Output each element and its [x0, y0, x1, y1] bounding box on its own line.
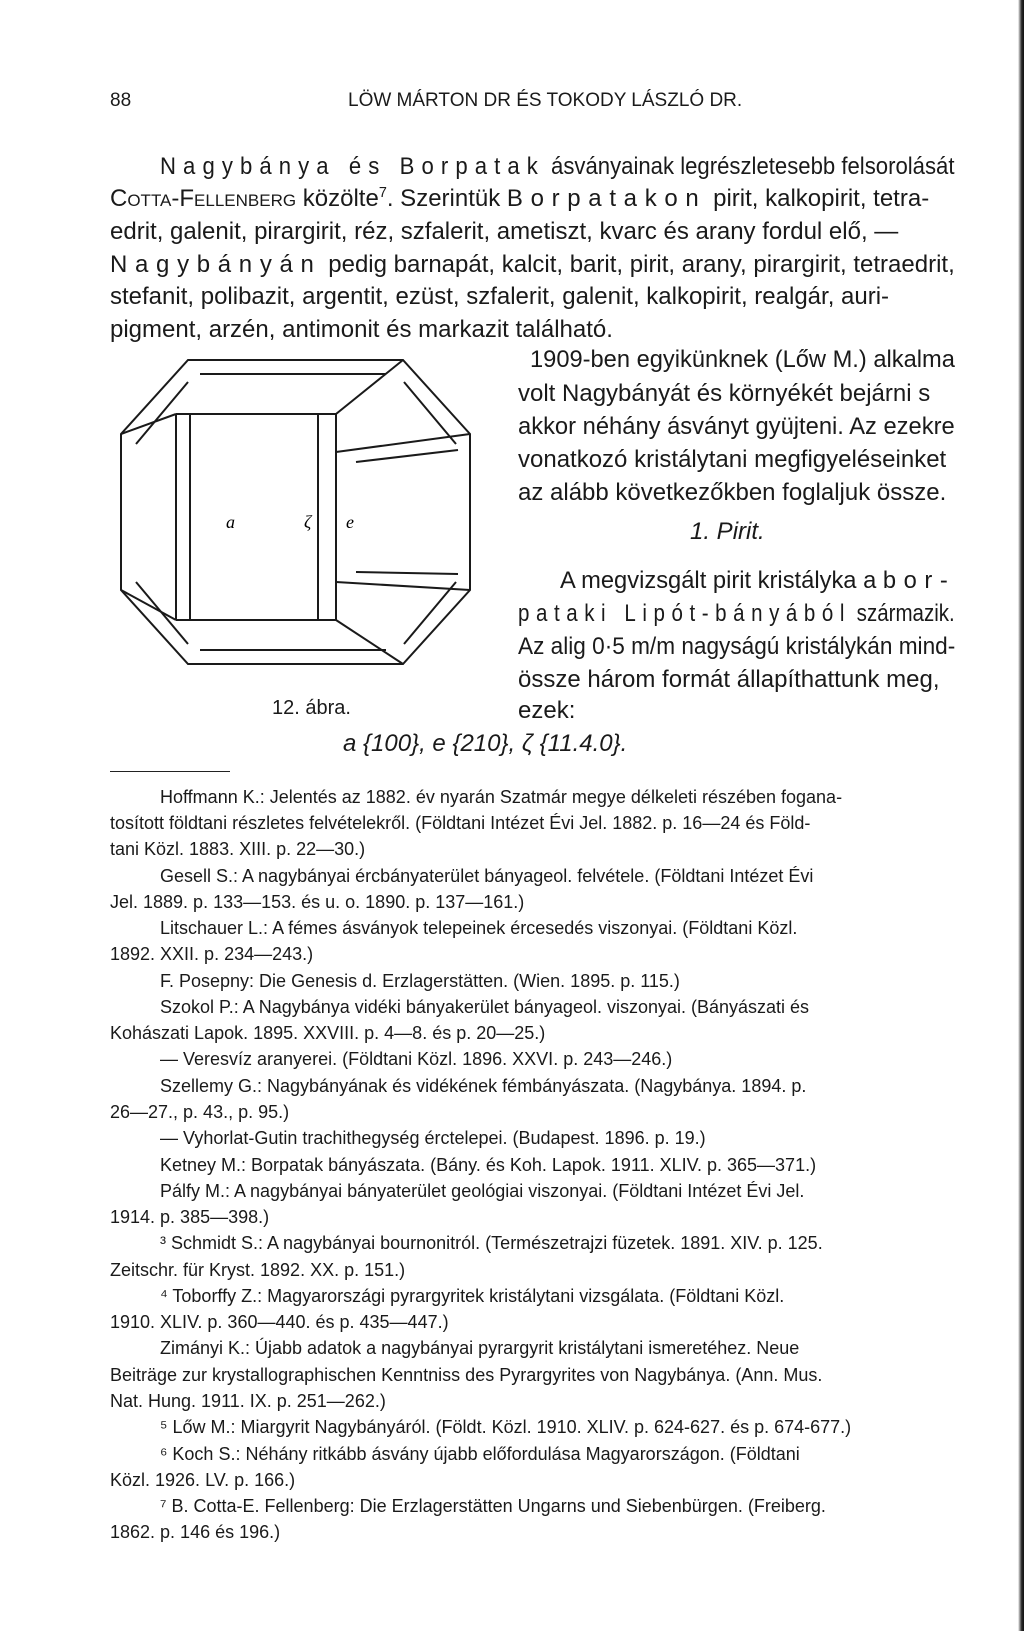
- footnote-line: Nat. Hung. 1911. IX. p. 251—262.): [110, 1391, 386, 1411]
- footnote-line: Szellemy G.: Nagybányának és vidékének fémbányászata. (Nagybánya. 1894. p.: [160, 1076, 807, 1096]
- para2-line5: az alább következőkben foglaljuk össze.: [518, 479, 947, 506]
- footnote-rule: [110, 771, 230, 772]
- footnote-line: Zimányi K.: Újabb adatok a nagybányai pyrargyrit kristálytani ismeretéhez. Neue: [160, 1338, 800, 1358]
- running-title: LÖW MÁRTON DR ÉS TOKODY LÁSZLÓ DR.: [348, 90, 743, 111]
- footnote-line: 1862. p. 146 és 196.): [110, 1522, 281, 1542]
- footnote-line: ⁷ B. Cotta-E. Fellenberg: Die Erzlagerstätten Ungarns und Siebenbürgen. (Freiberg.: [160, 1496, 826, 1516]
- para3-line1: [560, 567, 955, 595]
- footnote-line: Beiträge zur krystallographischen Kenntniss des Pyrargyrites von Nagybánya. (Ann. Mus.: [110, 1365, 823, 1385]
- figure-caption: 12. ábra.: [272, 697, 351, 719]
- scan-edge: [1018, 0, 1024, 1631]
- para1-line1-rest: ásványainak legrészletesebb felsorolását: [544, 153, 955, 180]
- para2-line4: vonatkozó kristálytani megfigyeléseinket: [518, 446, 947, 473]
- para1-line2-mid: közölte: [296, 185, 379, 212]
- para1-nagybanyan: Nagybányán: [110, 251, 322, 278]
- footnote-line: — Veresvíz aranyerei. (Földtani Közl. 1896. XXVI. p. 243—246.): [160, 1049, 673, 1069]
- footnote-line: tani Közl. 1883. XIII. p. 22—30.): [110, 839, 366, 859]
- para2-line3: akkor néhány ásványt gyüjteni. Az ezekre: [518, 413, 955, 440]
- footnote-line: 1910. XLIV. p. 360—440. és p. 435—447.): [110, 1312, 449, 1332]
- para2-line2: volt Nagybányát és környékét bejárni s: [518, 380, 931, 407]
- footnote-line: 26—27., p. 43., p. 95.): [110, 1102, 290, 1122]
- footnote-line: Litschauer L.: A fémes ásványok telepeinek ércesedés viszonyai. (Földtani Közl.: [160, 918, 798, 938]
- section-title: 1. Pirit.: [690, 518, 765, 545]
- page-number: 88: [110, 90, 132, 111]
- author-cotta-fellenberg: Cotta-Fellenberg: [110, 185, 297, 212]
- pyrite-crystal-figure: [108, 352, 492, 692]
- footnote-line: Szokol P.: A Nagybánya vidéki bányakerület bányageol. viszonyai. (Bányászati és: [160, 997, 810, 1017]
- crystal-forms-line: a {100}, e {210}, ζ {11.4.0}.: [343, 730, 628, 757]
- footnote-line: Ketney M.: Borpatak bányászata. (Bány. és Koh. Lapok. 1911. XLIV. p. 365—371.): [160, 1155, 817, 1175]
- para3-line2-rest: származik.: [850, 600, 955, 627]
- para1-line4: [110, 251, 955, 279]
- para3-line5: ezek:: [518, 697, 576, 724]
- footnote-line: Pálfy M.: A nagybányai bányaterület geológiai viszonyai. (Földtani Intézet Évi Jel.: [160, 1181, 805, 1201]
- face-label-e: e: [346, 512, 354, 532]
- para1-line3: edrit, galenit, pirargirit, réz, szfalerit, ametiszt, kvarc és arany fordul elő, —: [110, 218, 899, 245]
- footnote-line: ³ Schmidt S.: A nagybányai bournonitról. (Természetrajzi füzetek. 1891. XIV. p. 125.: [160, 1233, 823, 1253]
- face-label-zeta: ζ: [304, 512, 312, 532]
- para1-line2: [110, 185, 929, 213]
- footnote-line: ⁴ Toborffy Z.: Magyarországi pyrargyritek kristálytani vizsgálata. (Földtani Közl.: [160, 1286, 785, 1306]
- para1-line1: [160, 153, 955, 181]
- para3-bor: bor-: [882, 567, 956, 594]
- para1-place-names: Nagybánya és Borpatak: [160, 153, 545, 180]
- para1-line2-rest-a: . Szerintük: [386, 185, 507, 212]
- footnote-line: Jel. 1889. p. 133—153. és u. o. 1890. p. 137—161.): [110, 892, 525, 912]
- para1-borpatakon: Borpatakon: [506, 185, 707, 212]
- footnote-line: Hoffmann K.: Jelentés az 1882. év nyarán Szatmár megye délkeleti részében foganа-: [160, 787, 843, 807]
- footnote-line: Kohászati Lapok. 1895. XXVIII. p. 4—8. és p. 20—25.): [110, 1023, 546, 1043]
- para2-line1: 1909-ben egyikünknek (Lőw M.) alkalma: [530, 346, 955, 373]
- para3-mine-name: pataki Lipót-bányából: [518, 600, 851, 627]
- footnote-line: 1914. p. 385—398.): [110, 1207, 270, 1227]
- face-label-a: a: [226, 512, 235, 532]
- para1-line2-rest-b: pirit, kalkopirit, tetra-: [706, 185, 930, 212]
- footnote-line: ⁵ Lőw M.: Miargyrit Nagybányáról. (Földt. Közl. 1910. XLIV. p. 624-627. és p. 674-677.): [160, 1417, 852, 1437]
- para3-line1-text: A megvizsgált pirit kristályka a: [560, 567, 883, 594]
- footnote-line: 1892. XXII. p. 234—243.): [110, 944, 314, 964]
- para1-line4-rest: pedig barnapát, kalcit, barit, pirit, arany, pirargirit, tetraedrit,: [321, 251, 955, 278]
- para3-line2: [518, 600, 955, 628]
- para1-line5: stefanit, polibazit, argentit, ezüst, szfalerit, galenit, kalkopirit, realgár, auri-: [110, 283, 890, 310]
- footnote-line: F. Posepny: Die Genesis d. Erzlagerstätten. (Wien. 1895. p. 115.): [160, 971, 680, 991]
- para3-line3: Az alig 0·5 m/m nagyságú kristálykán mind-: [518, 633, 956, 660]
- footnote-line: Gesell S.: A nagybányai ércbányaterület bányageol. felvétele. (Földtani Intézet Évi: [160, 866, 814, 886]
- footnote-line: ⁶ Koch S.: Néhány ritkább ásvány újabb előfordulása Magyarországon. (Földtani: [160, 1444, 800, 1464]
- footnote-line: Közl. 1926. LV. p. 166.): [110, 1470, 296, 1490]
- footnote-line: Zeitschr. für Kryst. 1892. XX. p. 151.): [110, 1260, 406, 1280]
- footnote-line: tosított földtani részletes felvételekről. (Földtani Intézet Évi Jel. 1882. p. 16—24 és Föld-: [110, 813, 811, 833]
- footnote-ref-7: 7: [378, 185, 387, 201]
- para3-line4: össze három formát állapíthattunk meg,: [518, 666, 940, 693]
- para1-line6: pigment, arzén, antimonit és markazit található.: [110, 316, 613, 343]
- footnote-line: — Vyhorlat-Gutin trachithegység érctelepei. (Budapest. 1896. p. 19.): [160, 1128, 706, 1148]
